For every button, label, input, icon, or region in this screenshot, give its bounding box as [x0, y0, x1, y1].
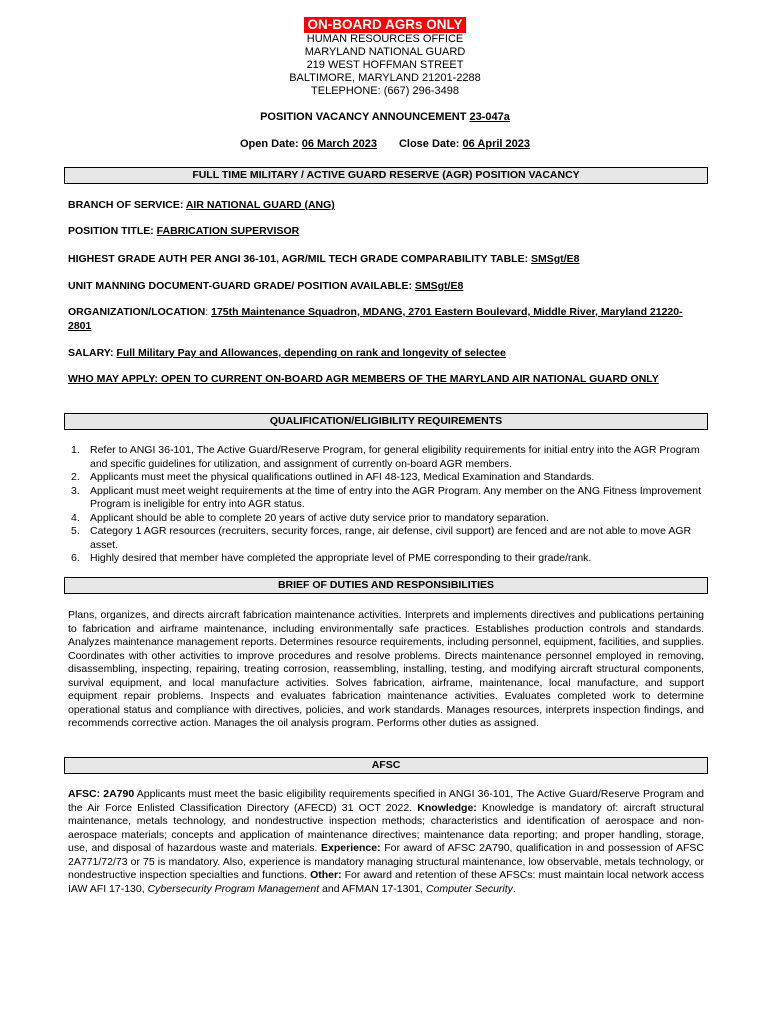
announcement-title	[0, 111, 770, 124]
manning-value: SMSgt/E8	[414, 280, 464, 292]
salary	[68, 347, 704, 361]
list-item: 4. Applicant should be able to complete 20 years of active duty service prior to mandatory separation.	[71, 511, 549, 524]
title-label: POSITION TITLE:	[68, 225, 157, 237]
branch-value: AIR NATIONAL GUARD (ANG)	[185, 199, 335, 211]
list-item: 1. Refer to ANGI 36-101, The Active Guard/Reserve Program, for general eligibility requirements for initial entry into the AGR Program and specific guidelines for utilization, and assignment of currently on-board AGR members.	[71, 444, 700, 470]
org-colon: :	[205, 306, 212, 318]
title-value: FABRICATION SUPERVISOR	[156, 225, 300, 237]
manning-label: UNIT MANNING DOCUMENT-GUARD GRADE/ POSITION AVAILABLE:	[68, 280, 415, 292]
who-may-apply-text: WHO MAY APPLY: OPEN TO CURRENT ON-BOARD AGR MEMBERS OF THE MARYLAND AIR NATIONAL GUARD ONLY	[68, 373, 659, 385]
experience-label: Experience:	[321, 842, 381, 854]
close-date-label: Close Date:	[398, 138, 463, 150]
unit-manning	[68, 280, 704, 294]
who-may-apply	[68, 373, 704, 387]
announcement-number: 23-047a	[469, 111, 510, 123]
telephone: TELEPHONE: (667) 296-3498	[311, 85, 459, 97]
list-item: 6. Highly desired that member have completed the appropriate level of PME corresponding to their grade/rank.	[71, 552, 592, 564]
vacancy-section-header: FULL TIME MILITARY / ACTIVE GUARD RESERVE (AGR) POSITION VACANCY	[64, 167, 708, 184]
letterhead	[0, 0, 770, 151]
afsc-section-header: AFSC	[64, 757, 708, 774]
grade-value: SMSgt/E8	[531, 253, 580, 265]
cybersecurity-ref: Cybersecurity Program Management	[147, 882, 320, 895]
salary-label: SALARY:	[68, 347, 117, 359]
duties-section-header: BRIEF OF DUTIES AND RESPONSIBILITIES	[64, 577, 708, 594]
highest-grade	[68, 253, 704, 267]
office-name: HUMAN RESOURCES OFFICE	[306, 33, 464, 45]
qualifications-section-header: QUALIFICATION/ELIGIBILITY REQUIREMENTS	[64, 413, 708, 430]
street-address: 219 WEST HOFFMAN STREET	[306, 59, 464, 71]
afsc-label: AFSC: 2A790	[68, 788, 135, 800]
afsc-text: AFSC: 2A790 Applicants must meet the basic eligibility requirements specified in ANGI 36-101, The Active Guard/Reserve Program and the Air Force Enlisted Classification Directory (AFECD) 31 OCT 2022. Knowledge: Knowledge is mandatory of: aircraft structural maintenance, metals technology, and nondestructive inspection methods; characteristics and identification of aerospace and non-aerospace materials; concepts and application of maintenance directives; maintenance data reporting; and proper handling, storage, use, and disposal of hazardous waste and materials. Experience: For award of AFSC 2A790, qualification in and possession of AFSC 2A771/72/73 or 75 is mandatory. Also, experience is mandatory managing structural maintenance, low observable, metals technology, or nondestructive inspection specialties and functions. Other: For award and retention of these AFSCs: must maintain local network access IAW AFI 17-130, Cybersecurity Program Management and AFMAN 17-1301, Computer Security.	[68, 788, 704, 895]
org-value: 175th Maintenance Squadron, MDANG, 2701 Eastern Boulevard, Middle River, Maryland 21220-2801	[68, 306, 683, 332]
requirements-list	[68, 444, 704, 566]
other-label: Other:	[310, 869, 342, 881]
position-title	[68, 225, 704, 239]
list-item: 3. Applicant must meet weight requirements at the time of entry into the AGR Program. Any member on the ANG Fitness Improvement Program is ineligible for entry into AGR status.	[71, 484, 702, 510]
onboard-agrs-flag: ON-BOARD AGRs ONLY	[304, 17, 465, 33]
announcement-label: POSITION VACANCY ANNOUNCEMENT	[260, 111, 470, 123]
list-item: 2. Applicants must meet the physical qualifications outlined in AFI 48-123, Medical Examination and Standards.	[71, 471, 595, 483]
org-label: ORGANIZATION/LOCATION	[68, 306, 206, 318]
salary-value: Full Military Pay and Allowances, depending on rank and longevity of selectee	[116, 347, 506, 359]
list-item: 5. Category 1 AGR resources (recruiters, security forces, range, air defense, civil support) are fenced and are not able to move AGR asset.	[71, 525, 692, 551]
grade-label: HIGHEST GRADE AUTH PER ANGI 36-101, AGR/MIL TECH GRADE COMPARABILITY TABLE:	[68, 253, 532, 265]
duties-text: Plans, organizes, and directs aircraft fabrication maintenance activities. Interprets and implements directives and publications pertaining to fabrication and airframe maintenance, including environmentally safe practices. Establishes production controls and standards. Analyzes maintenance management reports. Determines resource requirements, including personnel, equipment, facilities, and supplies. Coordinates with other activities to improve procedures and resolve problems. Directs maintenance personnel employed in removing, disassembling, inspecting, repairing, treating corrosion, reassembling, installing, testing, and modifying aircraft structural components, survival equipment, and local manufacture activities. Solves fabrication, airframe, maintenance, local manufacture, and support equipment repair problems. Inspects and evaluates fabrication maintenance activities. Evaluates completed work to determine operational status and compliance with directives, policies, and work standards. Manages resources, interprets inspection findings, and recommends corrective action. Manages the oil analysis program. Performs other duties as assigned.	[68, 609, 704, 729]
org-name: MARYLAND NATIONAL GUARD	[304, 46, 466, 58]
city-address: BALTIMORE, MARYLAND 21201-2288	[289, 72, 481, 84]
open-date-label: Open Date:	[240, 138, 302, 150]
branch-of-service	[68, 199, 704, 213]
close-date: 06 April 2023	[462, 138, 530, 150]
computer-security-ref: Computer Security	[425, 882, 513, 895]
organization-location	[68, 306, 704, 333]
announcement-dates	[0, 138, 770, 151]
open-date: 06 March 2023	[301, 138, 377, 150]
branch-label: BRANCH OF SERVICE:	[68, 199, 186, 211]
office-address	[0, 33, 770, 98]
knowledge-label: Knowledge:	[417, 801, 477, 814]
